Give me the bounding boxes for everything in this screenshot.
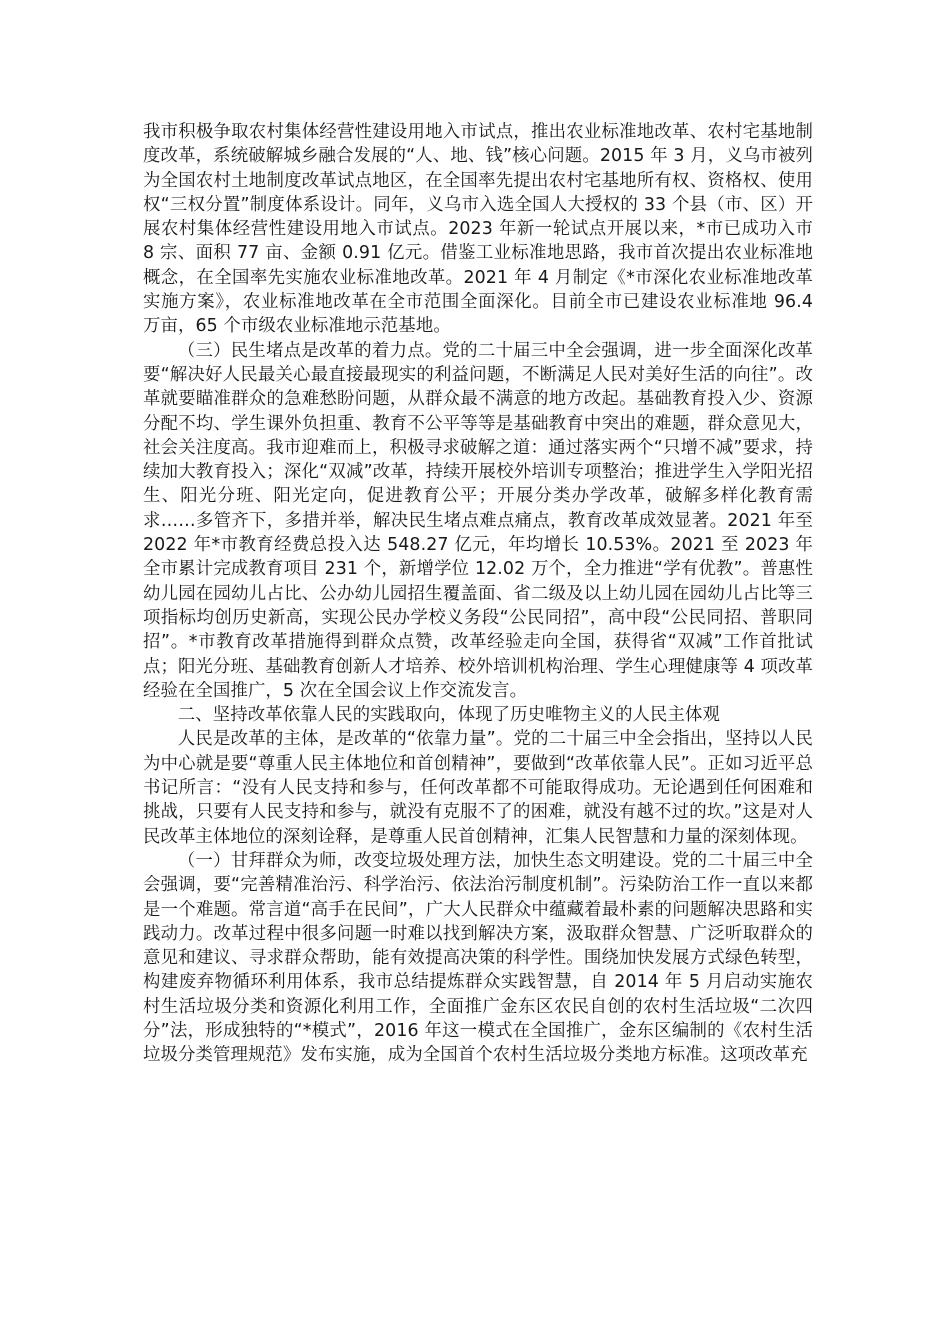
paragraph-rural-land-reform: 我市积极争取农村集体经营性建设用地入市试点，推出农业标准地改革、农村宅基地制度改革，系统破解城乡融合发展的“人、地、钱”核心问题。2015 年 3 月，义乌市被列为全国农村土地制度改革试点地区，在全国率先提出农村宅基地所有权、资格权、使用权“三权分置”制度体系设计。同年，义乌市入选全国人大授权的 33 个县（市、区）开展农村集体经营性建设用地入市试点。2023 年新一轮试点开展以来，*市已成功入市 8 宗、面积 77 亩、金额 0.91 亿元。借鉴工业标准地思路，我市首次提出农业标准地概念，在全国率先实施农业标准地改革。2021 年 4 月制定《*市深化农业标准地改革实施方案》，农业标准地改革在全市范围全面深化。目前全市已建设农业标准地 96.4 万亩，65 个市级农业标准地示范基地。: [143, 122, 813, 337]
paragraph-livelihood-reform: （三）民生堵点是改革的着力点。党的二十届三中全会强调，进一步全面深化改革要“解决好人民最关心最直接最现实的利益问题，不断满足人民对美好生活的向往”。改革就要瞄准群众的急难愁盼问题，从群众最不满意的地方改起。基础教育投入少、资源分配不均、学生课外负担重、教育不公平等等是基础教育中突出的难题，群众意见大，社会关注度高。我市迎难而上，积极寻求破解之道：通过落实两个“只增不减”要求，持续加大教育投入；深化“双减”改革，持续开展校外培训专项整治；推进学生入学阳光招生、阳光分班、阳光定向，促进教育公平；开展分类办学改革，破解多样化教育需求……多管齐下，多措并举，解决民生堵点难点痛点，教育改革成效显著。2021 年至 2022 年*市教育经费总投入达 548.27 亿元，年均增长 10.53%。2021 至 2023 年全市累计完成教育项目 231 个，新增学位 12.02 万个，全力推进“学有优教”。普惠性幼儿园在园幼儿占比、公办幼儿园招生覆盖面、省二级及以上幼儿园在园幼儿占比等三项指标均创历史新高，实现公民办学校义务段“公民同招”，高中段“公民同招、普职同招”。*市教育改革措施得到群众点赞，改革经验走向全国，获得省“双减”工作首批试点；阳光分班、基础教育创新人才培养、校外培训机构治理、学生心理健康等 4 项改革经验在全国推广，5 次在全国会议上作交流发言。: [143, 340, 813, 701]
paragraph-garbage-reform: （一）甘拜群众为师，改变垃圾处理方法，加快生态文明建设。党的二十届三中全会强调，要“完善精准治污、科学治污、依法治污制度机制”。污染防治工作一直以来都是一个难题。常言道“高手在民间”，广大人民群众中蕴藏着最朴素的问题解决思路和实践动力。改革过程中很多问题一时难以找到解决方案，汲取群众智慧、广泛听取群众的意见和建议、寻求群众帮助，能有效提高决策的科学性。围绕加快发展方式绿色转型，构建废弃物循环利用体系，我市总结提炼群众实践智慧，自 2014 年 5 月启动实施农村生活垃圾分类和资源化利用工作，全面推广金东区农民自创的农村生活垃圾“二次四分”法，形成独特的“*模式”，2016 年这一模式在全国推广，金东区编制的《农村生活垃圾分类管理规范》发布实施，成为全国首个农村生活垃圾分类地方标准。这项改革充: [143, 850, 813, 1066]
section-heading-two: 二、坚持改革依靠人民的实践取向，体现了历史唯物主义的人民主体观: [177, 705, 721, 726]
document-page: [143, 120, 813, 1068]
paragraph-people-as-subject: 人民是改革的主体，是改革的“依靠力量”。党的二十届三中全会指出，坚持以人民为中心就是要“尊重人民主体地位和首创精神”，要做到“改革依靠人民”。正如习近平总书记所言：“没有人民支持和参与，任何改革都不可能取得成功。无论遇到任何困难和挑战，只要有人民支持和参与，就没有克服不了的困难，就没有越不过的坎。”这是对人民改革主体地位的深刻诠释，是尊重人民首创精神，汇集人民智慧和力量的深刻体现。: [143, 729, 813, 847]
